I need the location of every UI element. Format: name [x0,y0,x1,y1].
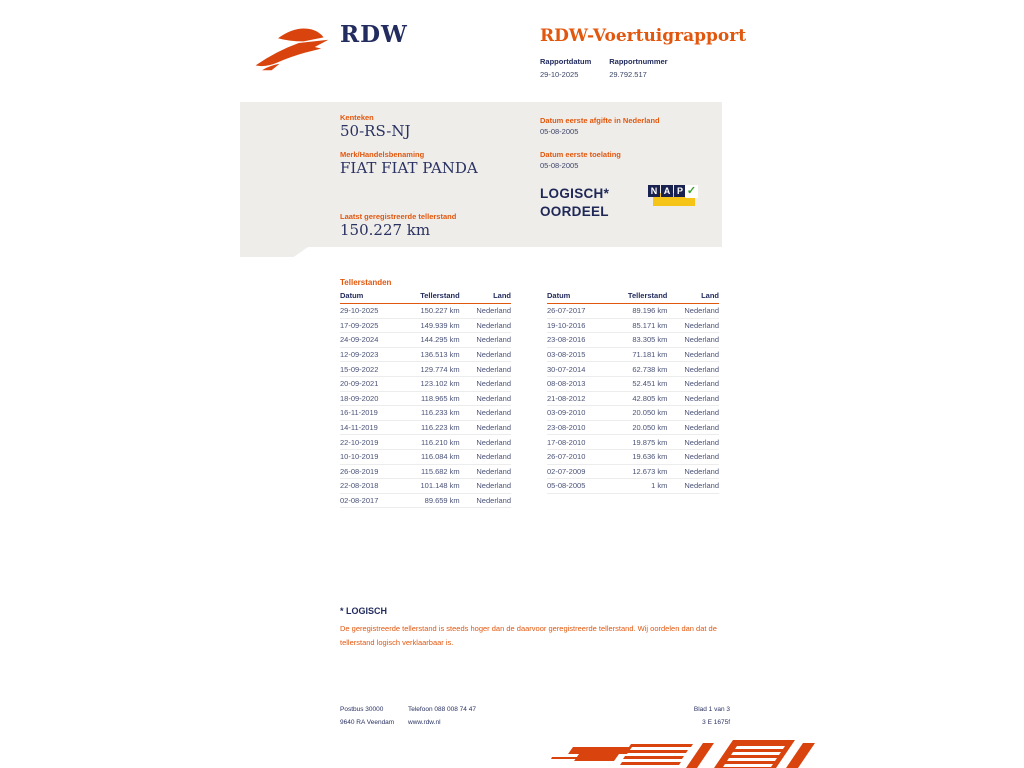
odometer-table-left [340,291,511,508]
table-header [547,291,719,304]
table-cell: Nederland [460,406,511,421]
toelating-value: 05-08-2005 [540,161,579,170]
report-meta [540,57,668,79]
table-row [547,318,719,333]
footnote-text: De geregistreerde tellerstand is steeds hoger dan de daarvoor geregistreerde tellerstand. Wij oordelen dan dat de tellerstand logisch verklaarbaar is. [340,624,717,647]
table-row [340,347,511,362]
table-cell: 144.295 km [417,333,460,348]
speed-lines-graphic [533,740,818,768]
table-cell: 17-09-2025 [340,318,417,333]
table-row [547,479,719,494]
table-cell: 15-09-2022 [340,362,417,377]
nap-logo [648,185,698,209]
laatste-tellerstand-value: 150.227 km [340,221,431,239]
table-cell: 123.102 km [417,376,460,391]
table-cell: Nederland [667,406,719,421]
table-cell: Nederland [460,318,511,333]
afgifte-label: Datum eerste afgifte in Nederland [540,116,660,125]
table-cell: Nederland [667,347,719,362]
table-cell: 17-08-2010 [547,435,624,450]
table-cell: 116.084 km [417,449,460,464]
table-row [340,420,511,435]
table-cell: 16-11-2019 [340,406,417,421]
tellerstanden-section-title: Tellerstanden [340,278,392,287]
table-cell: 03-08-2015 [547,347,624,362]
table-cell: Nederland [667,318,719,333]
table-cell: 20.050 km [624,420,667,435]
table-cell: 22-08-2018 [340,479,417,494]
table-cell: Nederland [667,435,719,450]
table-cell: Nederland [667,420,719,435]
report-date-block [540,57,591,79]
footer-address [340,703,394,729]
table-cell: 08-08-2013 [547,376,624,391]
table-row [547,449,719,464]
column-header-land: Land [667,291,719,304]
table-cell: 30-07-2014 [547,362,624,377]
footer-website[interactable]: www.rdw.nl [408,719,441,726]
table-cell: Nederland [460,333,511,348]
table-row [340,493,511,508]
table-cell: 42.805 km [624,391,667,406]
table-cell: 101.148 km [417,479,460,494]
table-cell: 03-09-2010 [547,406,624,421]
table-cell: 150.227 km [417,304,460,319]
footer-page-info [620,703,730,729]
table-cell: Nederland [667,391,719,406]
toelating-label: Datum eerste toelating [540,150,621,159]
table-cell: Nederland [460,435,511,450]
table-row [547,347,719,362]
column-header-datum: Datum [547,291,624,304]
table-cell: Nederland [460,347,511,362]
table-cell: Nederland [460,493,511,508]
table-cell: Nederland [460,304,511,319]
table-row [547,362,719,377]
page-title: RDW-Voertuigrapport [540,26,747,46]
table-cell: 20-09-2021 [340,376,417,391]
table-cell: 02-07-2009 [547,464,624,479]
table-cell: 22-10-2019 [340,435,417,450]
column-header-tellerstand: Tellerstand [417,291,460,304]
table-cell: 12-09-2023 [340,347,417,362]
table-cell: 24-09-2024 [340,333,417,348]
rdw-bird-logo-icon [254,22,334,72]
table-cell: Nederland [667,449,719,464]
table-cell: 02-08-2017 [340,493,417,508]
table-cell: 115.682 km [417,464,460,479]
report-number-label: Rapportnummer [609,57,668,66]
table-cell: Nederland [460,376,511,391]
oordeel-line2: OORDEEL [540,204,609,219]
table-cell: 29-10-2025 [340,304,417,319]
table-cell: Nederland [667,304,719,319]
table-cell: 116.223 km [417,420,460,435]
kenteken-label: Kenteken [340,113,374,122]
nap-checkmark-icon: ✓ [686,185,697,197]
table-cell: 89.659 km [417,493,460,508]
table-row [547,406,719,421]
table-cell: 23-08-2010 [547,420,624,435]
table-row [547,333,719,348]
table-cell: Nederland [667,362,719,377]
column-header-land: Land [460,291,511,304]
merk-value: FIAT FIAT PANDA [340,159,478,177]
kenteken-value: 50-RS-NJ [340,122,411,140]
table-cell: 14-11-2019 [340,420,417,435]
table-cell: 12.673 km [624,464,667,479]
table-row [340,479,511,494]
table-cell: 26-08-2019 [340,464,417,479]
nap-letter-a: A [661,185,673,197]
footer-city: 9640 RA Veendam [340,719,395,726]
table-row [340,464,511,479]
table-cell: Nederland [667,464,719,479]
table-cell: Nederland [460,391,511,406]
table-cell: 05-08-2005 [547,479,624,494]
nap-letter-n: N [648,185,660,197]
table-row [547,420,719,435]
table-row [340,449,511,464]
footer-form-code: 3 E 1675f [702,719,730,726]
table-cell: 26-07-2017 [547,304,624,319]
table-row [547,435,719,450]
table-header [340,291,511,304]
column-header-datum: Datum [340,291,417,304]
table-cell: 1 km [624,479,667,494]
table-row [340,376,511,391]
table-row [547,391,719,406]
table-row [340,406,511,421]
afgifte-value: 05-08-2005 [540,127,579,136]
oordeel-badge [540,186,609,220]
vehicle-summary-panel [240,102,722,247]
oordeel-line1: LOGISCH* [540,186,610,201]
table-cell: Nederland [460,362,511,377]
table-row [547,304,719,319]
table-row [340,304,511,319]
footnote-title: * LOGISCH [340,606,388,616]
table-cell: Nederland [460,449,511,464]
table-cell: 21-08-2012 [547,391,624,406]
table-cell: Nederland [667,333,719,348]
merk-label: Merk/Handelsbenaming [340,150,425,159]
table-row [340,318,511,333]
table-cell: Nederland [667,376,719,391]
table-row [547,376,719,391]
table-cell: 116.210 km [417,435,460,450]
report-date-label: Rapportdatum [540,57,592,66]
table-cell: Nederland [460,420,511,435]
footer-contact [408,703,476,729]
table-cell: 18-09-2020 [340,391,417,406]
table-cell: 23-08-2016 [547,333,624,348]
column-header-tellerstand: Tellerstand [624,291,667,304]
odometer-table-right [547,291,719,494]
table-cell: 85.171 km [624,318,667,333]
table-cell: 83.305 km [624,333,667,348]
table-cell: 19.636 km [624,449,667,464]
table-cell: Nederland [460,479,511,494]
table-cell: 116.233 km [417,406,460,421]
table-cell: 19-10-2016 [547,318,624,333]
footer-postbus: Postbus 30000 [340,706,384,713]
table-cell: 20.050 km [624,406,667,421]
table-row [340,333,511,348]
table-cell: Nederland [667,479,719,494]
table-cell: 62.738 km [624,362,667,377]
table-cell: 52.451 km [624,376,667,391]
report-date-value: 29-10-2025 [540,70,579,79]
table-cell: Nederland [460,464,511,479]
report-number-value: 29.792.517 [609,70,647,79]
table-cell: 10-10-2019 [340,449,417,464]
rdw-wordmark: RDW [340,21,408,48]
table-row [547,464,719,479]
report-number-block [609,57,667,79]
table-row [340,391,511,406]
table-cell: 19.875 km [624,435,667,450]
table-row [340,362,511,377]
table-cell: 149.939 km [417,318,460,333]
table-cell: 129.774 km [417,362,460,377]
footer-phone: Telefoon 088 008 74 47 [408,706,476,713]
table-row [340,435,511,450]
footer-page-indicator: Blad 1 van 3 [693,706,730,713]
table-cell: 26-07-2010 [547,449,624,464]
nap-letter-p: P [674,185,686,197]
laatste-tellerstand-label: Laatst geregistreerde tellerstand [340,212,457,221]
table-cell: 136.513 km [417,347,460,362]
table-cell: 89.196 km [624,304,667,319]
table-cell: 71.181 km [624,347,667,362]
table-cell: 118.965 km [417,391,460,406]
